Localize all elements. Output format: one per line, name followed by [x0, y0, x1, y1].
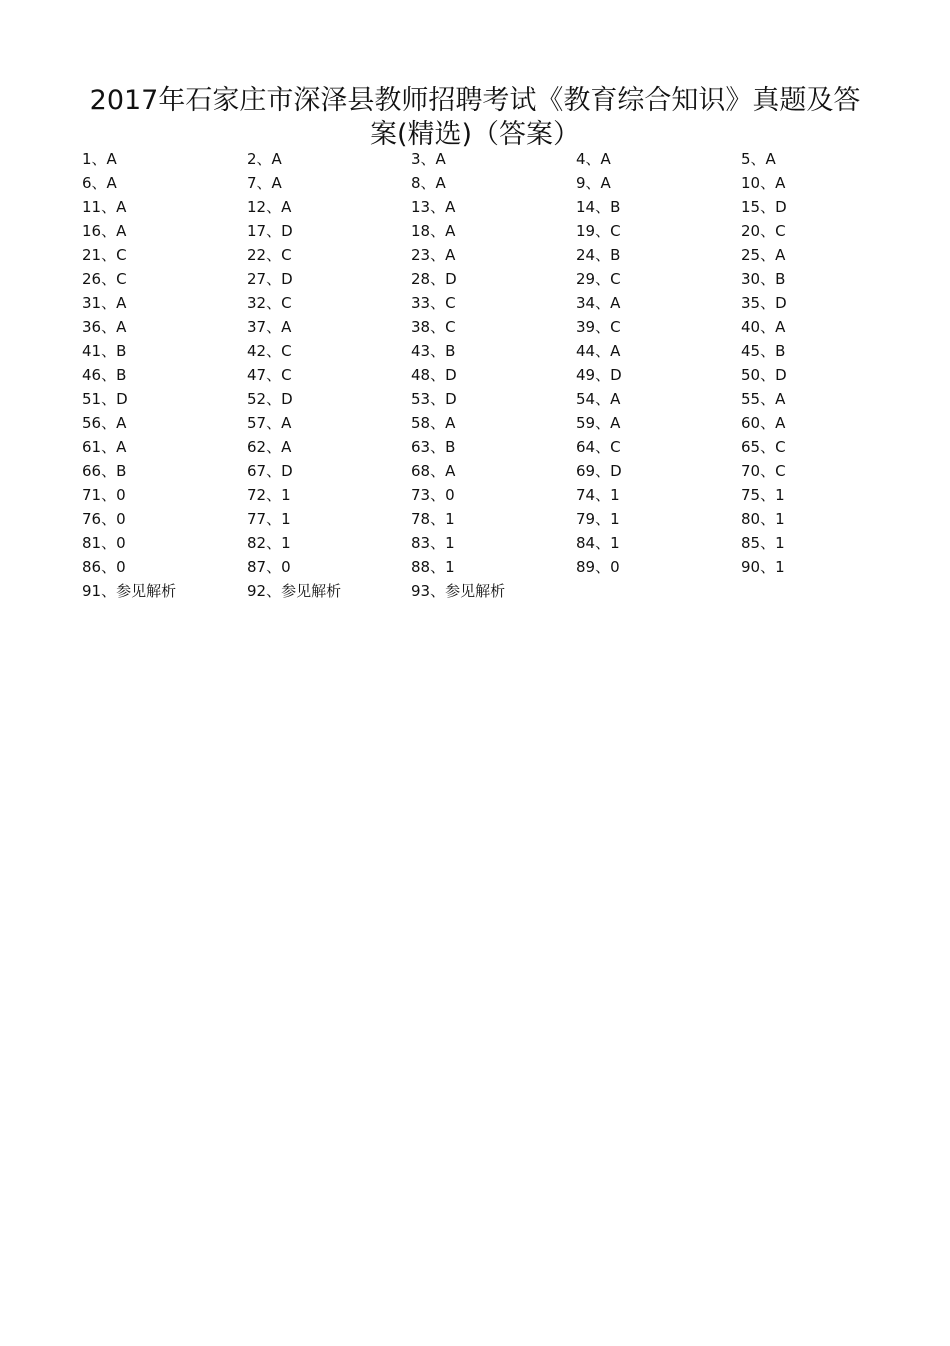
answer-item: 88、1 — [411, 558, 455, 576]
answer-item: 61、A — [82, 438, 127, 456]
title-line-1: 2017年石家庄市深泽县教师招聘考试《教育综合知识》真题及答 — [89, 85, 861, 117]
answer-item: 47、C — [247, 366, 292, 384]
answer-item: 92、参见解析 — [247, 582, 342, 600]
answer-item: 82、1 — [247, 534, 291, 552]
answer-item: 40、A — [741, 318, 786, 336]
answer-item: 14、B — [576, 198, 621, 216]
answer-item: 46、B — [82, 366, 127, 384]
answer-item: 53、D — [411, 390, 457, 408]
answer-item: 11、A — [82, 198, 127, 216]
answer-item: 80、1 — [741, 510, 785, 528]
title-line-2: 案(精选)（答案） — [369, 119, 581, 151]
answer-item: 54、A — [576, 390, 621, 408]
answer-item: 30、B — [741, 270, 786, 288]
answer-item: 50、D — [741, 366, 787, 384]
answer-item: 7、A — [247, 174, 282, 192]
answer-item: 89、0 — [576, 558, 620, 576]
answer-item: 17、D — [247, 222, 293, 240]
answer-item: 13、A — [411, 198, 456, 216]
answer-item: 69、D — [576, 462, 622, 480]
answer-item: 22、C — [247, 246, 292, 264]
answer-item: 41、B — [82, 342, 127, 360]
answer-item: 38、C — [411, 318, 456, 336]
answer-item: 79、1 — [576, 510, 620, 528]
answer-item: 26、C — [82, 270, 127, 288]
answer-item: 21、C — [82, 246, 127, 264]
answer-item: 51、D — [82, 390, 128, 408]
answer-item: 27、D — [247, 270, 293, 288]
answer-item: 36、A — [82, 318, 127, 336]
answer-item: 56、A — [82, 414, 127, 432]
answer-item: 37、A — [247, 318, 292, 336]
answer-item: 87、0 — [247, 558, 291, 576]
answer-item: 60、A — [741, 414, 786, 432]
answer-item: 23、A — [411, 246, 456, 264]
answer-item: 62、A — [247, 438, 292, 456]
answer-item: 16、A — [82, 222, 127, 240]
answer-item: 72、1 — [247, 486, 291, 504]
answer-item: 85、1 — [741, 534, 785, 552]
answer-item: 3、A — [411, 150, 446, 168]
answer-item: 4、A — [576, 150, 611, 168]
answer-item: 2、A — [247, 150, 282, 168]
answer-item: 68、A — [411, 462, 456, 480]
answer-item: 33、C — [411, 294, 456, 312]
answer-item: 91、参见解析 — [82, 582, 177, 600]
answer-item: 59、A — [576, 414, 621, 432]
answer-item: 73、0 — [411, 486, 455, 504]
answer-item: 45、B — [741, 342, 786, 360]
answer-item: 44、A — [576, 342, 621, 360]
answer-item: 67、D — [247, 462, 293, 480]
answer-item: 78、1 — [411, 510, 455, 528]
answer-item: 71、0 — [82, 486, 126, 504]
answer-item: 64、C — [576, 438, 621, 456]
answer-grid — [82, 147, 902, 603]
page-title — [40, 84, 910, 152]
answer-item: 84、1 — [576, 534, 620, 552]
answer-item: 6、A — [82, 174, 117, 192]
answer-item: 42、C — [247, 342, 292, 360]
answer-item: 43、B — [411, 342, 456, 360]
answer-item: 29、C — [576, 270, 621, 288]
answer-item: 10、A — [741, 174, 786, 192]
answer-item: 32、C — [247, 294, 292, 312]
answer-item: 15、D — [741, 198, 787, 216]
answer-item: 83、1 — [411, 534, 455, 552]
answer-item: 74、1 — [576, 486, 620, 504]
answer-item: 75、1 — [741, 486, 785, 504]
answer-item: 76、0 — [82, 510, 126, 528]
answer-item: 58、A — [411, 414, 456, 432]
answer-item: 20、C — [741, 222, 786, 240]
answer-item: 66、B — [82, 462, 127, 480]
answer-item: 5、A — [741, 150, 776, 168]
answer-item: 57、A — [247, 414, 292, 432]
answer-item: 86、0 — [82, 558, 126, 576]
answer-item: 39、C — [576, 318, 621, 336]
answer-item: 24、B — [576, 246, 621, 264]
answer-item: 35、D — [741, 294, 787, 312]
answer-item: 31、A — [82, 294, 127, 312]
answer-item: 52、D — [247, 390, 293, 408]
answer-item: 49、D — [576, 366, 622, 384]
answer-item: 25、A — [741, 246, 786, 264]
answer-item: 48、D — [411, 366, 457, 384]
answer-item: 70、C — [741, 462, 786, 480]
answer-item: 9、A — [576, 174, 611, 192]
answer-item: 93、参见解析 — [411, 582, 506, 600]
answer-item: 1、A — [82, 150, 117, 168]
answer-item: 90、1 — [741, 558, 785, 576]
answer-item: 63、B — [411, 438, 456, 456]
answer-item: 55、A — [741, 390, 786, 408]
answer-item: 28、D — [411, 270, 457, 288]
answer-item: 19、C — [576, 222, 621, 240]
answer-item: 81、0 — [82, 534, 126, 552]
answer-item: 18、A — [411, 222, 456, 240]
answer-item: 8、A — [411, 174, 446, 192]
answer-item: 12、A — [247, 198, 292, 216]
answer-item: 34、A — [576, 294, 621, 312]
answer-item: 77、1 — [247, 510, 291, 528]
answer-item: 65、C — [741, 438, 786, 456]
